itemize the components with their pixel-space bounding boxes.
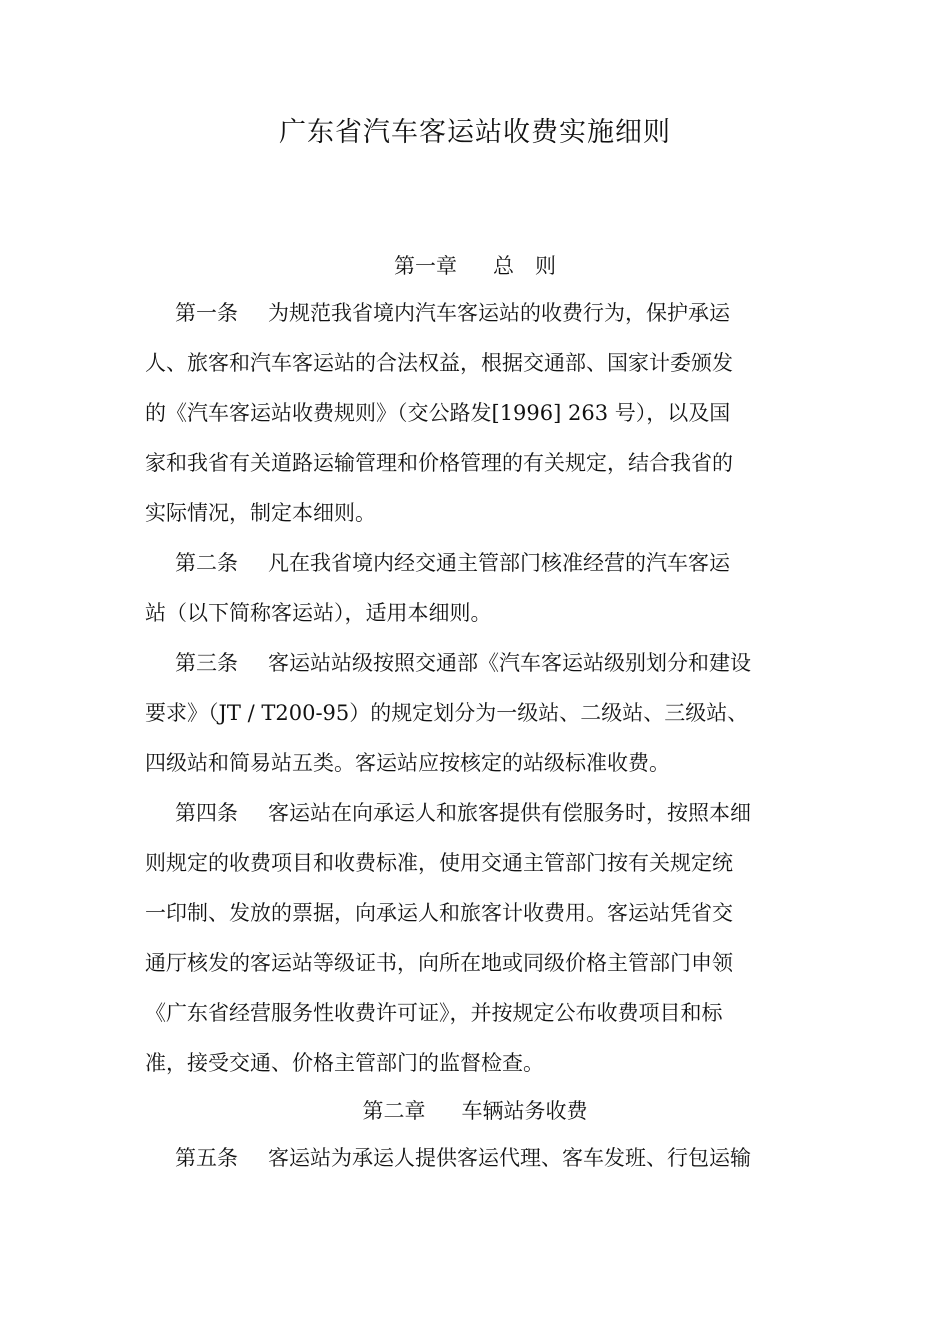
article-number: 第五条 bbox=[175, 1146, 238, 1170]
article-line bbox=[145, 538, 780, 588]
article-line: 通厅核发的客运站等级证书，向所在地或同级价格主管部门申领 bbox=[145, 951, 733, 975]
article-line: 家和我省有关道路运输管理和价格管理的有关规定，结合我省的 bbox=[145, 451, 733, 475]
chapter-number: 第二章 bbox=[362, 1099, 426, 1123]
article-line: 站（以下简称客运站），适用本细则。 bbox=[145, 601, 492, 625]
article-line bbox=[145, 788, 780, 838]
article-text: 客运站为承运人提供客运代理、客车发班、行包运输 bbox=[268, 1146, 751, 1170]
articles-block-1 bbox=[145, 288, 780, 1088]
chapter-heading-1 bbox=[0, 250, 950, 280]
article-number: 第三条 bbox=[175, 651, 238, 675]
article-line bbox=[145, 638, 780, 688]
chapter-number: 第一章 bbox=[394, 254, 457, 278]
article-text: 凡在我省境内经交通主管部门核准经营的汽车客运 bbox=[268, 551, 730, 575]
article-line: 的《汽车客运站收费规则》（交公路发[1996] 263 号），以及国 bbox=[145, 401, 731, 425]
articles-block-2 bbox=[145, 1133, 780, 1183]
article-text: 为规范我省境内汽车客运站的收费行为，保护承运 bbox=[268, 301, 730, 325]
article-number: 第二条 bbox=[175, 551, 238, 575]
article-line: 实际情况，制定本细则。 bbox=[145, 501, 376, 525]
article-text: 客运站站级按照交通部《汽车客运站级别划分和建设 bbox=[268, 651, 751, 675]
chapter-name: 车辆站务收费 bbox=[461, 1099, 588, 1123]
article-line bbox=[145, 288, 780, 338]
article-line: 《广东省经营服务性收费许可证》，并按规定公布收费项目和标 bbox=[145, 1001, 723, 1025]
document-title: 广东省汽车客运站收费实施细则 bbox=[279, 117, 671, 148]
chapter-heading-2 bbox=[0, 1095, 950, 1125]
chapter-name: 总 则 bbox=[493, 254, 556, 278]
article-line: 准，接受交通、价格主管部门的监督检查。 bbox=[145, 1051, 544, 1075]
article-number: 第四条 bbox=[175, 801, 238, 825]
article-line: 一印制、发放的票据，向承运人和旅客计收费用。客运站凭省交 bbox=[145, 901, 733, 925]
article-line: 人、旅客和汽车客运站的合法权益，根据交通部、国家计委颁发 bbox=[145, 351, 733, 375]
article-text: 客运站在向承运人和旅客提供有偿服务时，按照本细 bbox=[268, 801, 751, 825]
article-line: 要求》（JT / T200-95）的规定划分为一级站、二级站、三级站、 bbox=[145, 701, 749, 725]
article-line bbox=[145, 1133, 780, 1183]
article-line: 四级站和简易站五类。客运站应按核定的站级标准收费。 bbox=[145, 751, 670, 775]
article-number: 第一条 bbox=[175, 301, 238, 325]
article-line: 则规定的收费项目和收费标准，使用交通主管部门按有关规定统 bbox=[145, 851, 733, 875]
